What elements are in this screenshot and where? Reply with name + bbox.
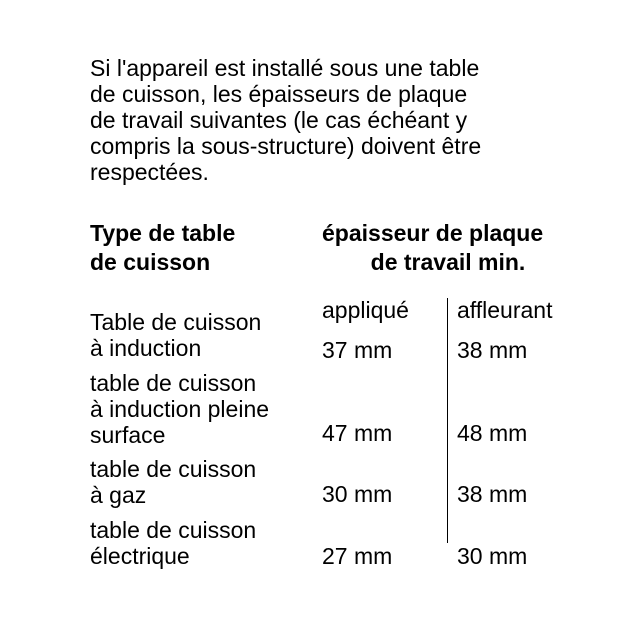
intro-line: Si l'appareil est installé sous une table [90, 55, 480, 81]
value-applied: 47 mm [322, 420, 393, 446]
type-line: table de cuisson [90, 370, 257, 396]
intro-line: respectées. [90, 159, 209, 185]
header-thickness-line: épaisseur de plaque [322, 220, 544, 246]
column-label-flush: affleurant [457, 297, 553, 323]
type-line: à induction pleine [90, 396, 270, 422]
header-cooktop-type [90, 219, 235, 277]
type-line: électrique [90, 543, 190, 569]
type-line: table de cuisson [90, 456, 257, 482]
type-line: surface [90, 422, 166, 448]
type-line: à gaz [90, 482, 147, 508]
type-line: table de cuisson [90, 517, 257, 543]
value-flush: 30 mm [457, 543, 528, 569]
type-line: Table de cuisson [90, 309, 262, 335]
header-type-line: de cuisson [90, 249, 211, 275]
header-type-line: Type de table [90, 220, 236, 246]
value-applied: 27 mm [322, 543, 393, 569]
intro-line: de cuisson, les épaisseurs de plaque [90, 81, 468, 107]
header-thickness-line: de travail min. [370, 249, 526, 275]
table-row-type [90, 517, 256, 569]
column-label-applied: appliqué [322, 297, 409, 323]
column-divider [447, 298, 448, 543]
value-flush: 38 mm [457, 481, 528, 507]
intro-line: de travail suivantes (le cas échéant y [90, 107, 468, 133]
value-applied: 30 mm [322, 481, 393, 507]
intro-line: compris la sous-structure) doivent être [90, 133, 482, 159]
type-line: à induction [90, 335, 202, 361]
intro-paragraph [90, 55, 610, 185]
table-row-type [90, 309, 261, 361]
header-worktop-thickness [322, 219, 574, 277]
table-row-type [90, 370, 269, 448]
value-flush: 38 mm [457, 337, 528, 363]
value-flush: 48 mm [457, 420, 528, 446]
table-row-type [90, 456, 256, 508]
value-applied: 37 mm [322, 337, 393, 363]
